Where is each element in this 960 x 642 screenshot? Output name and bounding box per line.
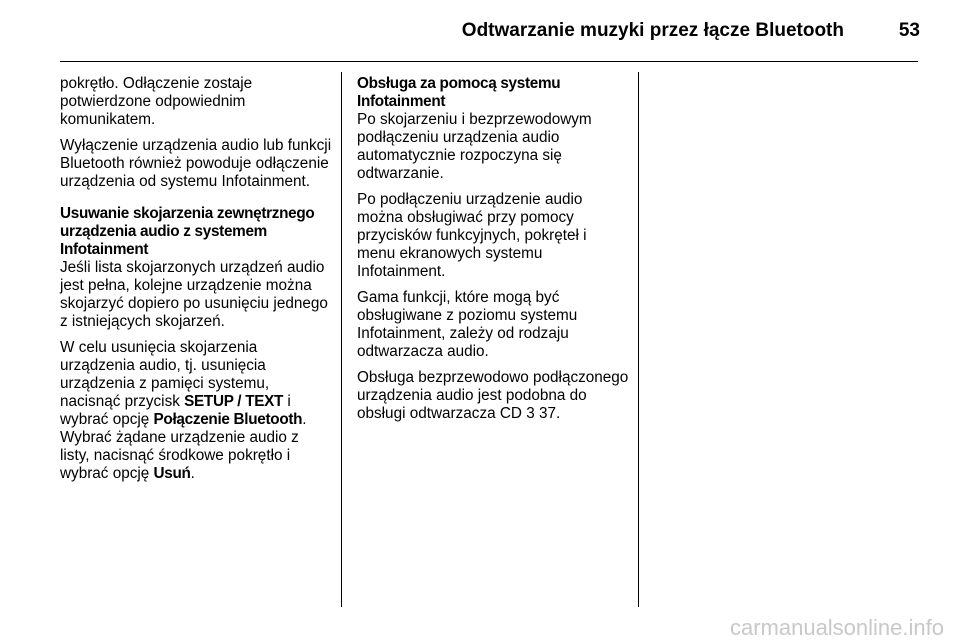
watermark: carmanualsonline.info bbox=[729, 615, 944, 640]
unpair-steps-text-2: i wybrać opcję bbox=[60, 393, 291, 428]
cd-similarity-text: Obsługa bezprzewodowo podłączonego urządzenia audio jest podobna do obsługi odtwarzacza CD bbox=[357, 369, 629, 422]
section-heading-operation: Obsługa za pomocą systemu Infotainment bbox=[357, 75, 561, 110]
paragraph-disconnect-note: Wyłączenie urządzenia audio lub funkcji Bluetooth również powoduje odłączenie urządzenia od systemu Infotainment. bbox=[60, 137, 332, 190]
unpair-steps-text-1: W celu usunięcia skojarzenia urządzenia audio, tj. usunięcia urządzenia z pamięci systemu, nacisnąć przycisk bbox=[60, 339, 270, 410]
paragraph-list-full: Jeśli lista skojarzonych urządzeń audio jest pełna, kolejne urządzenie można skojarzyć dopiero po usunięciu jednego z istniejących skojarzeń. bbox=[60, 259, 328, 330]
column-divider-right bbox=[638, 72, 639, 607]
unpair-steps-text-3: . Wybrać żądane urządzenie audio z listy, nacisnąć środkowe pokrętło i wybrać opcję bbox=[60, 411, 307, 482]
header-rule bbox=[60, 61, 918, 62]
page-number: 53 bbox=[898, 20, 920, 41]
paragraph-unpair-steps bbox=[60, 339, 332, 483]
page-reference-arrow-icon: 3 bbox=[526, 405, 535, 422]
section-heading-unpair: Usuwanie skojarzenia zewnętrznego urządzenia audio z systemem Infotainment bbox=[60, 205, 315, 258]
bluetooth-connection-option-label: Połączenie Bluetooth bbox=[153, 411, 303, 428]
paragraph-function-range: Gama funkcji, które mogą być obsługiwane z poziomu systemu Infotainment, zależy od rodzaju odtwarzacza audio. bbox=[357, 289, 578, 360]
setup-text-button-label: SETUP / TEXT bbox=[184, 393, 284, 410]
left-column bbox=[60, 75, 332, 491]
paragraph-disconnect-confirm: pokrętło. Odłączenie zostaje potwierdzone odpowiednim komunikatem. bbox=[60, 75, 253, 128]
paragraph-auto-playback: Po skojarzeniu i bezprzewodowym podłączeniu urządzenia audio automatycznie rozpoczyna się odtwarzanie. bbox=[357, 111, 592, 182]
delete-option-label: Usuń bbox=[153, 465, 191, 482]
page-header-title: Odtwarzanie muzyki przez łącze Bluetooth bbox=[461, 20, 844, 41]
column-divider-left bbox=[341, 72, 342, 607]
page-reference-number: 37. bbox=[538, 405, 561, 422]
unpair-steps-text-4: . bbox=[190, 465, 195, 482]
paragraph-controls: Po podłączeniu urządzenie audio można obsługiwać przy pomocy przycisków funkcyjnych, pokręteł i menu ekranowych systemu Infotainment. bbox=[357, 191, 587, 280]
paragraph-cd-similarity bbox=[357, 369, 629, 423]
right-column bbox=[357, 75, 629, 431]
